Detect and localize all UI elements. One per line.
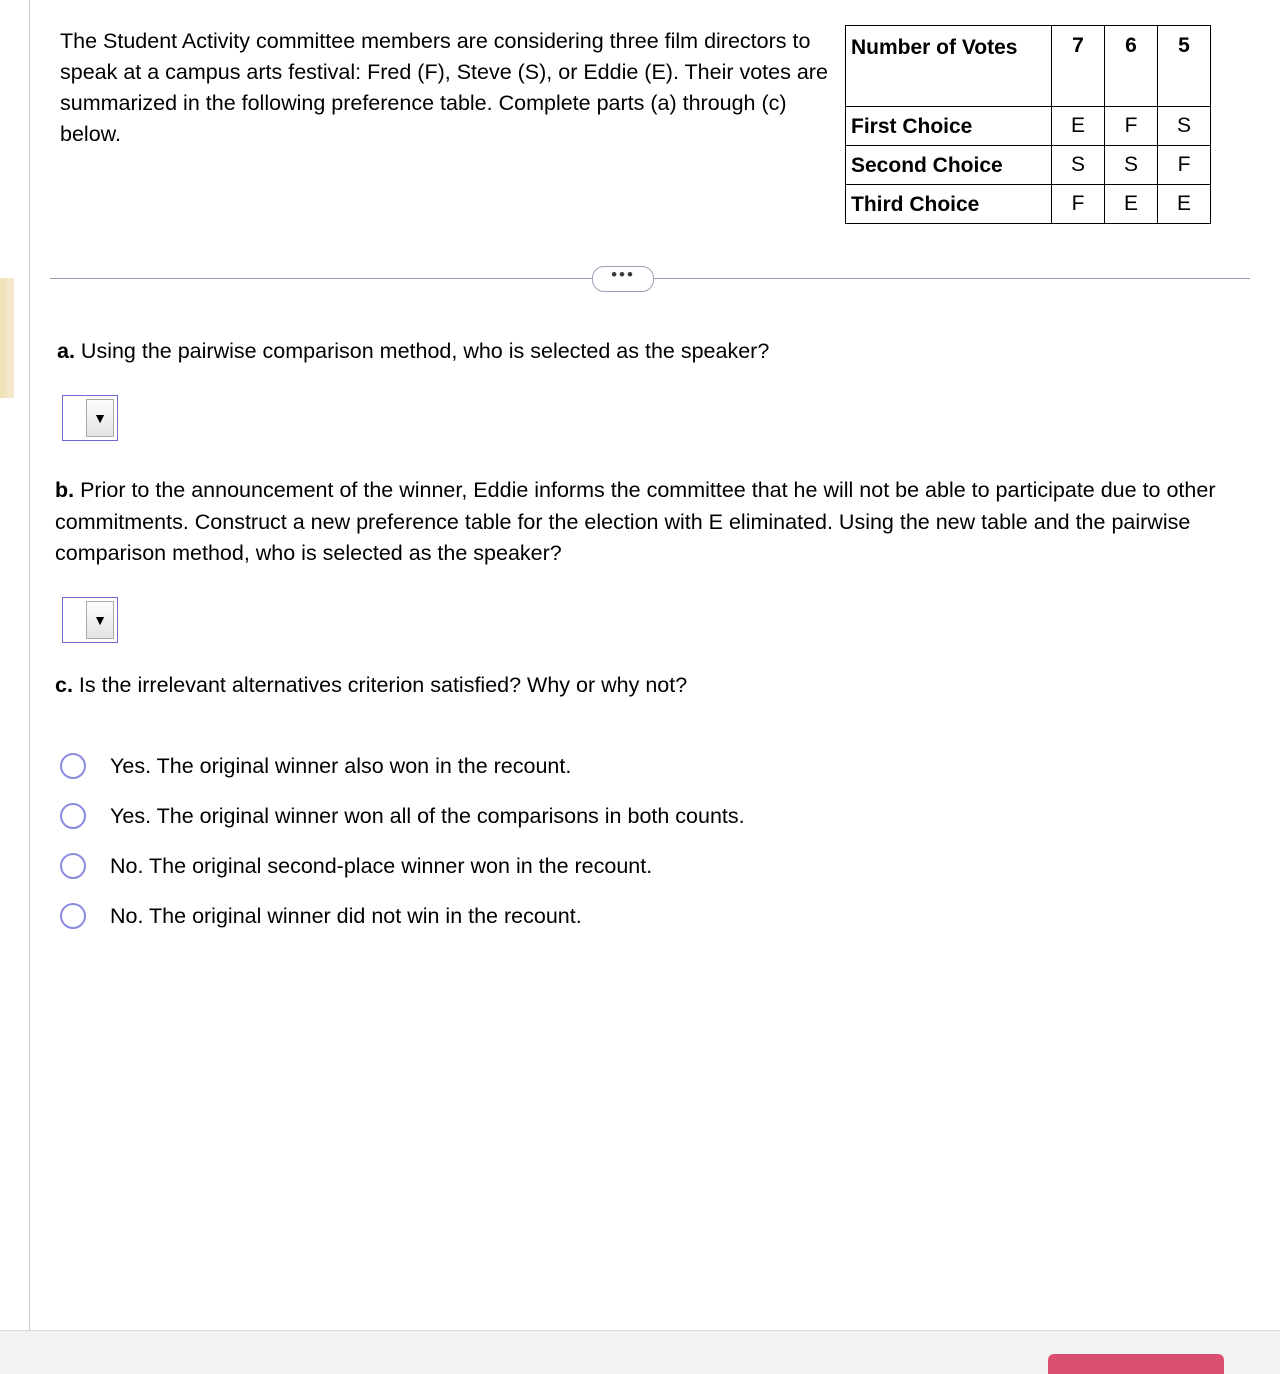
table-row	[846, 107, 1211, 146]
gutter-highlight-inner	[0, 278, 5, 398]
part-c-label: c.	[55, 673, 73, 697]
answer-option-1[interactable]	[60, 803, 745, 829]
table-row	[846, 185, 1211, 224]
answer-option-label: No. The original second-place winner won in the recount.	[110, 853, 653, 878]
part-a-text: Using the pairwise comparison method, who is selected as the speaker?	[80, 339, 770, 363]
row-label-second-choice: Second Choice	[846, 146, 1052, 185]
radio-button-icon[interactable]	[60, 853, 86, 879]
answer-option-label: Yes. The original winner also won in the recount.	[110, 753, 572, 778]
second-choice-1: S	[1052, 146, 1105, 185]
answer-option-2[interactable]	[60, 853, 652, 879]
vote-count-3: 5	[1158, 26, 1211, 107]
part-b-text: Prior to the announcement of the winner, Eddie informs the committee that he will not be able to participate due to other commitments. Construct a new preference table for the election with E eliminated. Using the new table and the pairwise comparison method, who is selected as the speaker?	[55, 478, 1216, 565]
preference-table	[845, 25, 1211, 224]
answer-option-label: No. The original winner did not win in the recount.	[110, 903, 582, 928]
vote-count-1: 7	[1052, 26, 1105, 107]
row-label-number-of-votes: Number of Votes	[846, 26, 1052, 107]
expand-ellipsis-button[interactable]: •••	[592, 266, 654, 292]
part-c-question	[55, 670, 1155, 702]
content-left-border	[29, 0, 30, 1330]
row-label-first-choice: First Choice	[846, 107, 1052, 146]
row-label-third-choice: Third Choice	[846, 185, 1052, 224]
radio-button-icon[interactable]	[60, 903, 86, 929]
radio-button-icon[interactable]	[60, 803, 86, 829]
table-row	[846, 26, 1211, 107]
chevron-down-icon[interactable]: ▼	[86, 399, 114, 437]
first-choice-1: E	[1052, 107, 1105, 146]
second-choice-2: S	[1105, 146, 1158, 185]
answer-option-label: Yes. The original winner won all of the comparisons in both counts.	[110, 803, 745, 828]
problem-statement: The Student Activity committee members are considering three film directors to speak at a campus arts festival: Fred (F), Steve (S), or Eddie (E). Their votes are summarized in the following preference table. Complete parts (a) through (c) below.	[60, 29, 828, 146]
radio-button-icon[interactable]	[60, 753, 86, 779]
part-c-text: Is the irrelevant alternatives criterion satisfied? Why or why not?	[78, 673, 688, 697]
third-choice-1: F	[1052, 185, 1105, 224]
chevron-down-icon[interactable]: ▼	[86, 601, 114, 639]
primary-action-button[interactable]	[1048, 1354, 1224, 1374]
first-choice-2: F	[1105, 107, 1158, 146]
part-a-answer-dropdown[interactable]	[62, 395, 118, 441]
third-choice-2: E	[1105, 185, 1158, 224]
part-b-question	[55, 475, 1245, 570]
part-a-question	[57, 336, 1157, 368]
answer-option-0[interactable]	[60, 753, 571, 779]
third-choice-3: E	[1158, 185, 1211, 224]
page-right-edge	[1274, 0, 1280, 1330]
table-row	[846, 146, 1211, 185]
answer-option-3[interactable]	[60, 903, 582, 929]
part-a-label: a.	[57, 339, 75, 363]
vote-count-2: 6	[1105, 26, 1158, 107]
first-choice-3: S	[1158, 107, 1211, 146]
second-choice-3: F	[1158, 146, 1211, 185]
part-b-label: b.	[55, 478, 75, 502]
part-b-answer-dropdown[interactable]	[62, 597, 118, 643]
